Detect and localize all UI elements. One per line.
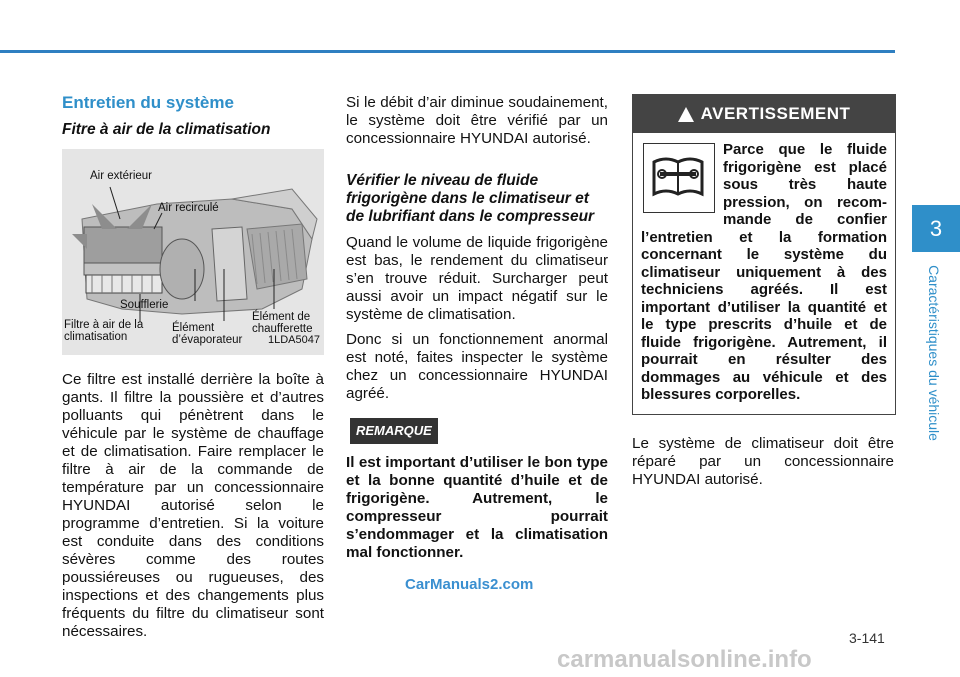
top-rule — [0, 50, 895, 53]
column-2 — [346, 94, 608, 562]
warning-triangle-icon — [678, 107, 694, 122]
warning-body — [633, 133, 895, 414]
filter-paragraph: Ce filtre est installé derrière la boîte à gants. Il filtre la poussière et d’autres polluants qui pénètrent dans le véhicule par le système de chauffage et de climatisation. Faire remplacer le filtre à air de la commande de température par un concessionnaire HYUNDAI autorisé selon le programme d’entretien. Si la voiture est conduite dans des conditions sévères comme des routes poussiéreuses ou rugueuses, des inspections et des changements plus fréquents du filtre du climatiseur sont nécessaires. — [62, 371, 324, 640]
refrigerant-paragraph-2: Donc si un fonctionnement anormal est noté, faites inspecter le système chez un concessionnaire HYUNDAI agréé. — [346, 331, 608, 402]
label-air-recircule: Air recirculé — [158, 202, 219, 214]
label-chaufferette: Élément de chaufferette — [252, 311, 313, 335]
subsection-title: Fitre à air de la climatisation — [62, 121, 271, 138]
page-number: 3-141 — [849, 630, 885, 646]
refrigerant-subtitle: Vérifier le niveau de fluide frigorigène dans le climatiseur et de lubrifiant dans le compresseur — [346, 172, 595, 225]
label-evaporateur: Élément d’évaporateur — [172, 322, 243, 346]
figure-code: 1LDA5047 — [268, 334, 320, 346]
chapter-tab[interactable]: 3 — [912, 205, 960, 252]
warning-text: Parce que le fluide frigorigène est placé sous très haute pression, on recom-mande de confier l’entretien et la formation concernant le système du climatiseur uniquement à des techniciens agréés. Il est important d’utiliser la quantité et le type prescrits d’huile et de fluide frigorigène. Autrement, il pourrait en résulter des dommages au véhicule et des blessures corporelles. — [641, 141, 887, 403]
airflow-paragraph: Si le débit d’air diminue soudainement, le système doit être vérifié par un concessionnaire HYUNDAI autorisé. — [346, 94, 608, 147]
warning-header — [633, 95, 895, 133]
repair-paragraph: Le système de climatiseur doit être réparé par un concessionnaire HYUNDAI autorisé. — [632, 434, 894, 488]
watermark-carmanuals2: CarManuals2.com — [405, 576, 534, 593]
warning-title: AVERTISSEMENT — [700, 104, 851, 123]
chapter-title-vertical — [923, 258, 945, 448]
label-soufflerie: Soufflerie — [120, 299, 169, 311]
label-air-exterieur: Air extérieur — [90, 170, 152, 182]
refrigerant-paragraph-1: Quand le volume de liquide frigorigène est bas, le rendement du climatiseur s’en trouve réduit. Surcharger peut aussi avoir un impact négatif sur le système de climatisation. — [346, 234, 608, 323]
column-1 — [62, 94, 324, 648]
section-title: Entretien du système — [62, 93, 234, 112]
label-filtre: Filtre à air de la climatisation — [64, 319, 144, 343]
service-book-icon — [643, 143, 715, 213]
column-3 — [632, 94, 894, 496]
remark-badge: REMARQUE — [350, 418, 438, 444]
remark-text: Il est important d’utiliser le bon type et la bonne quantité d’huile et de frigorigène. Autrement, le compresseur pourrait s’endommager et la climatisation mal fonctionner. — [346, 454, 608, 561]
chapter-title: Caractéristiques du véhicule — [926, 265, 942, 441]
watermark-carmanualsonline: carmanualsonline.info — [557, 646, 812, 673]
air-filter-figure — [62, 149, 324, 355]
warning-box — [632, 94, 896, 415]
